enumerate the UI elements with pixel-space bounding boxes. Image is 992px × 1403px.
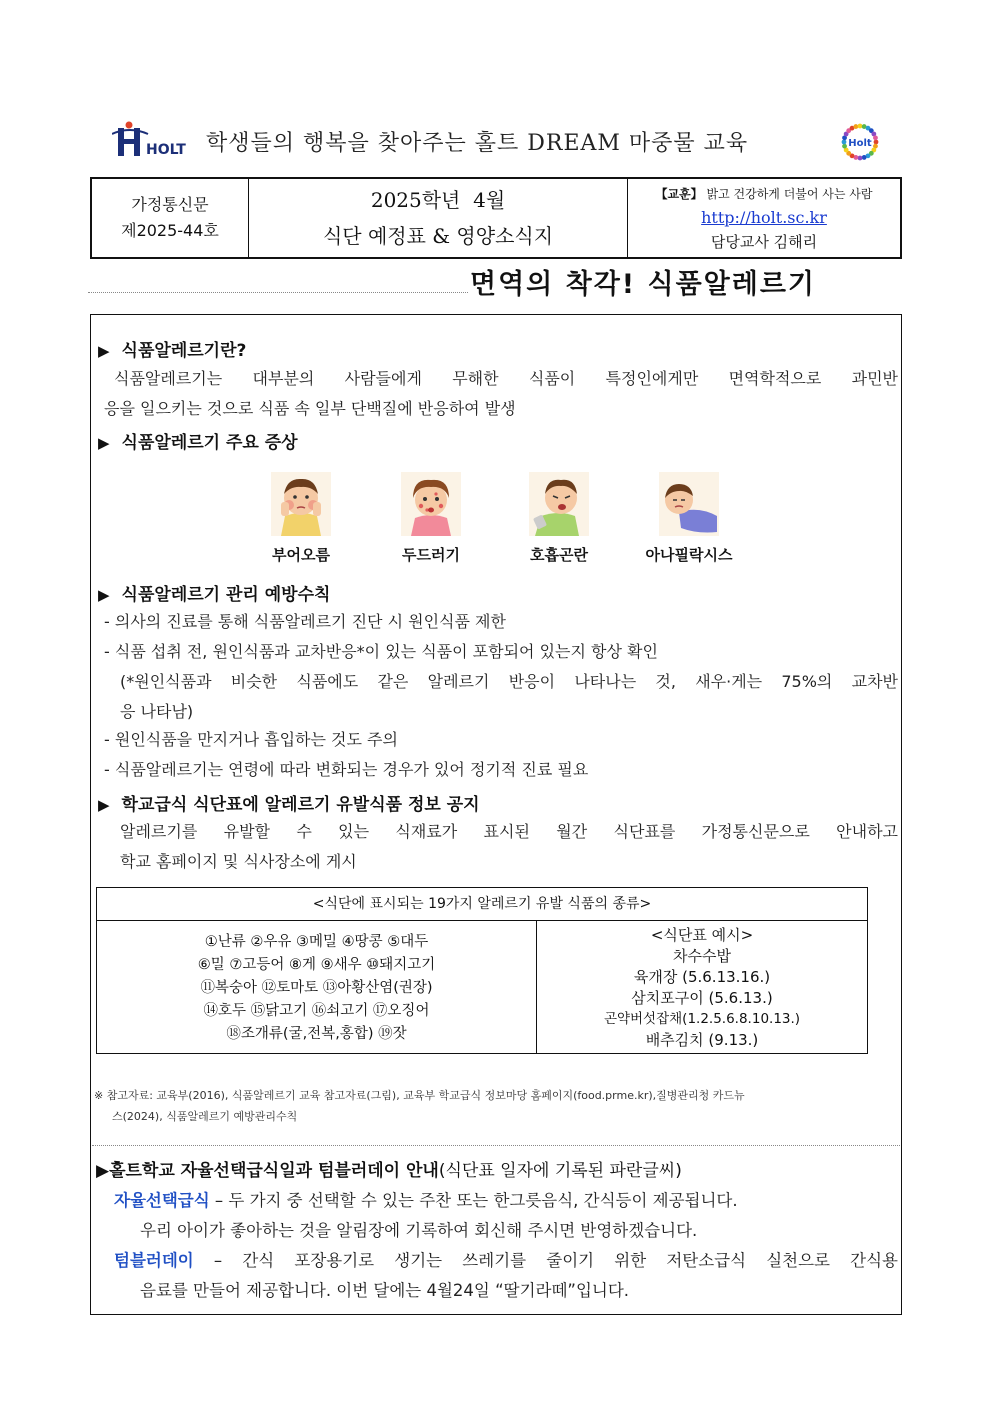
prevention-item: - 원인식품을 만지거나 흡입하는 것도 주의 [104,730,398,749]
selective-meal-term: 자율선택급식 [114,1191,210,1210]
svg-text:HOLT: HOLT [146,142,186,158]
allergen-table-title: <식단에 표시되는 19가지 알레르기 유발 식품의 종류> [97,888,867,921]
newsletter-label: 가정통신문 [131,195,209,214]
allergen-line: ⑱조개류(굴,전복,홍합) ⑲잣 [226,1026,407,1042]
reference-note: ※ 참고자료: 교육부(2016), 식품알레르기 교육 참고자료(그림), 교육부 학교급식 정보마당 홈페이지(food.prme.kr),질병관리청 카드뉴 [94,1089,745,1102]
badge-dot [853,124,858,129]
tumbler-day-desc: 음료를 만들어 제공합니다. 이번 달에는 4월24일 “딸기라떼”입니다. [140,1281,630,1300]
badge-dot [873,135,878,140]
school-cell [628,179,900,257]
notice-line: 학교 홈페이지 및 식사장소에 게시 [120,852,357,871]
holt-logo-icon [112,120,192,160]
menu-example-item: 차수수밥 [673,947,731,965]
tumbler-day-term: 텀블러데이 [114,1251,194,1270]
issue-number: 제2025-44호 [121,221,219,240]
prevention-item: - 식품 섭취 전, 원인식품과 교차반응*이 있는 식품이 포함되어 있는지 항상 확인 [104,642,658,661]
menu-example-item: 육개장 (5.6.13.16.) [633,968,771,986]
symptom-label: 호흡곤란 [530,546,588,564]
year-month: 2025학년 4월 [370,188,506,212]
prevention-item: - 식품알레르기는 연령에 따라 변화되는 경우가 있어 정기적 진료 필요 [104,760,589,779]
triangle-bullet-icon: ▶ [98,796,110,814]
menu-example-item: 곤약버섯잡채(1.2.5.6.8.10.13.) [603,1011,801,1027]
allergen-line: ⑪복숭아 ⑫토마토 ⑬아황산염(권장) [200,980,433,996]
menu-example-item: 삼치포구이 (5.6.13.) [631,989,773,1007]
hives-child-icon [401,472,461,536]
svg-text:Holt: Holt [848,138,872,149]
anaphylaxis-child-icon [659,472,719,536]
menu-example [537,921,867,1054]
badge-dot [862,155,867,160]
notice-heading: ▶홀트학교 자율선택급식일과 텀블러데이 안내(식단표 일자에 기록된 파란글씨) [96,1161,682,1181]
badge-dot [842,144,847,149]
tumbler-day-desc: 텀블러데이 – 간식 포장용기로 생기는 쓰레기를 줄이기 위한 저탄소급식 실천으로 간식용 [114,1251,898,1270]
section-heading: ▶ 식품알레르기 관리 예방수칙 [98,585,331,605]
swelling-child-icon [271,472,331,536]
badge-dot [858,124,863,129]
page-title: 면역의 착각! 식품알레르기 [470,269,817,300]
selective-meal-desc: 우리 아이가 좋아하는 것을 알림장에 기록하여 회신해 주시면 반영하겠습니다. [140,1221,698,1240]
issue-cell [92,179,249,257]
allergen-line: ①난류 ②우유 ③메밀 ④땅콩 ⑤대두 [204,934,429,950]
allergen-line: ⑥밀 ⑦고등어 ⑧게 ⑨새우 ⑩돼지고기 [197,957,436,973]
triangle-bullet-icon: ▶ [98,342,110,360]
symptom-label: 아나필락시스 [645,546,733,564]
school-url-link[interactable]: http://holt.sc.kr [701,208,827,227]
definition-line: 식품알레르기는 대부분의 사람들에게 무해한 식품이 특정인에게만 면역학적으로 과민반 [114,369,898,388]
symptom-label: 부어오름 [272,546,330,564]
allergen-list [97,921,537,1054]
divider [92,1145,900,1146]
prevention-note: 응 나타남) [120,702,194,721]
symptom-label: 두드러기 [402,546,460,564]
notice-line: 알레르기를 유발할 수 있는 식재료가 표시된 월간 식단표를 가정통신문으로 안내하고 [120,822,898,841]
newsletter-info-table [90,177,902,259]
menu-example-title: <식단표 예시> [650,926,754,944]
breathing-child-icon [529,472,589,536]
prevention-item: - 의사의 진료를 통해 식품알레르기 진단 시 원인식품 제한 [104,612,506,631]
school-motto: 【교훈】 밝고 건강하게 더불어 사는 사람 [655,187,873,201]
badge-dot [858,156,863,161]
title-cell [249,179,628,257]
document-title: 식단 예정표 & 영양소식지 [322,224,554,248]
definition-line: 응을 일으키는 것으로 식품 속 일부 단백질에 반응하여 발생 [104,399,516,418]
triangle-bullet-icon: ▶ [98,434,110,452]
section-heading: ▶ 식품알레르기 주요 증상 [98,433,298,453]
prevention-note: (*원인식품과 비슷한 식품에도 같은 알레르기 반응이 나타나는 것, 새우·게는 75%의 교차반 [120,672,898,691]
selective-meal-desc: 자율선택급식 – 두 가지 중 선택할 수 있는 주찬 또는 한그릇음식, 간식등이 제공됩니다. [114,1191,738,1210]
teacher-name: 담당교사 김해리 [710,233,818,251]
badge-dot [874,140,879,145]
school-slogan: 학생들의 행복을 찾아주는 홀트 DREAM 마중물 교육 [206,131,749,156]
allergen-line: ⑭호두 ⑮닭고기 ⑯쇠고기 ⑰오징어 [203,1003,430,1019]
section-heading: ▶ 식품알레르기란? [98,341,247,361]
allergen-table [96,887,868,1054]
menu-example-item: 배추김치 (9.13.) [645,1031,759,1049]
reference-note: 스(2024), 식품알레르기 예방관리수칙 [112,1110,298,1123]
section-heading: ▶ 학교급식 식단표에 알레르기 유발식품 정보 공지 [98,795,480,815]
holt-badge-icon [840,122,880,162]
badge-dot [842,140,847,145]
divider [88,292,468,293]
triangle-bullet-icon: ▶ [98,586,110,604]
